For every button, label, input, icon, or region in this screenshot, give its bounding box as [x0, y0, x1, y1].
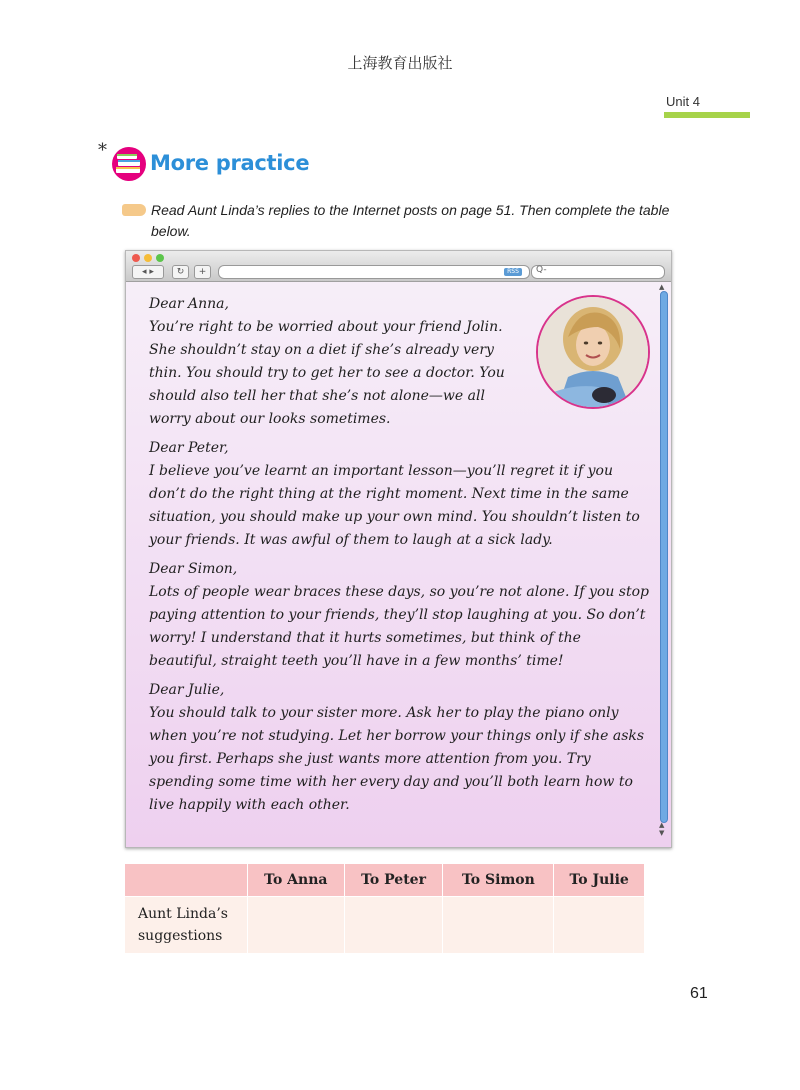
- table-row: [125, 897, 645, 954]
- optional-star: *: [98, 140, 107, 161]
- rss-icon[interactable]: RSS: [504, 268, 522, 276]
- table-header-julie: To Julie: [554, 864, 645, 897]
- letter-body: You should talk to your sister more. Ask her to play the piano only when you’re not studying. Let her borrow your things only if she asks you first. Perhaps she just wants more attention from you. Try spending some time with her every day and you’ll both learn how to live happily with each other.: [149, 705, 645, 813]
- row-label: [125, 897, 248, 954]
- address-bar[interactable]: [218, 265, 530, 279]
- minimize-window-icon[interactable]: [144, 254, 152, 262]
- answer-cell-anna[interactable]: [248, 897, 345, 954]
- row-label-line: Aunt Linda’s: [138, 906, 228, 922]
- browser-window: [125, 250, 672, 848]
- table-header-blank: [125, 864, 248, 897]
- table-header-anna: To Anna: [248, 864, 345, 897]
- letters-content: [149, 293, 649, 823]
- search-icon: Q-: [536, 265, 547, 275]
- answer-cell-julie[interactable]: [554, 897, 645, 954]
- letter-body: I believe you’ve learnt an important lesson—you’ll regret it if you don’t do the right thing at the right moment. Next time in the same situation, you should make up your own mind. You shouldn’t listen to your friends. It was awful of them to laugh at a sick lady.: [149, 463, 640, 548]
- close-window-icon[interactable]: [132, 254, 140, 262]
- section-title: More practice: [150, 151, 310, 175]
- letter-greeting: Dear Anna,: [149, 296, 229, 312]
- letter-greeting: Dear Julie,: [149, 682, 225, 698]
- letter-greeting: Dear Simon,: [149, 561, 238, 577]
- scrollbar-thumb[interactable]: [660, 291, 668, 823]
- new-tab-icon[interactable]: +: [194, 265, 211, 279]
- browser-toolbar: [126, 251, 671, 282]
- scroll-up-icon[interactable]: ▲: [659, 821, 665, 829]
- table-header-row: [125, 864, 645, 897]
- letter-julie: [149, 679, 649, 817]
- unit-bar: [664, 112, 750, 118]
- table-header-peter: To Peter: [344, 864, 443, 897]
- scroll-up-icon[interactable]: ▲: [659, 283, 665, 291]
- table-header-simon: To Simon: [443, 864, 554, 897]
- unit-label: Unit 4: [666, 94, 700, 109]
- letter-peter: [149, 437, 649, 552]
- books-icon: [110, 145, 148, 187]
- publisher-header: 上海教育出版社: [347, 54, 453, 72]
- page-number: 61: [690, 985, 708, 1002]
- scroll-down-icon[interactable]: ▼: [659, 829, 665, 837]
- answer-cell-peter[interactable]: [344, 897, 443, 954]
- instruction-tag-icon: [122, 204, 146, 216]
- row-label-line: suggestions: [138, 928, 223, 944]
- search-input[interactable]: [531, 265, 665, 279]
- letter-simon: [149, 558, 649, 673]
- unit-marker: [664, 94, 750, 118]
- zoom-window-icon[interactable]: [156, 254, 164, 262]
- letter-body: Lots of people wear braces these days, so you’re not alone. If you stop paying attention to your friends, they’ll stop laughing at you. So don’t worry! I understand that it hurts sometimes, but think of the beautiful, straight teeth you’ll have in a few months’ time!: [149, 584, 650, 669]
- answer-cell-simon[interactable]: [443, 897, 554, 954]
- instruction-text: Read Aunt Linda’s replies to the Internet posts on page 51. Then complete the table below.: [151, 202, 670, 239]
- letter-anna: [149, 293, 649, 431]
- back-forward-button[interactable]: ◂ ▸: [132, 265, 164, 279]
- letter-body: You’re right to be worried about your friend Jolin. She shouldn’t stay on a diet if she’s already very thin. You should try to get her to see a doctor. You should also tell her that she’s not alone—we all worry about our looks sometimes.: [149, 319, 505, 427]
- scrollbar[interactable]: [659, 285, 668, 837]
- letter-greeting: Dear Peter,: [149, 440, 229, 456]
- suggestions-table: [125, 864, 645, 953]
- reload-icon[interactable]: ↻: [172, 265, 189, 279]
